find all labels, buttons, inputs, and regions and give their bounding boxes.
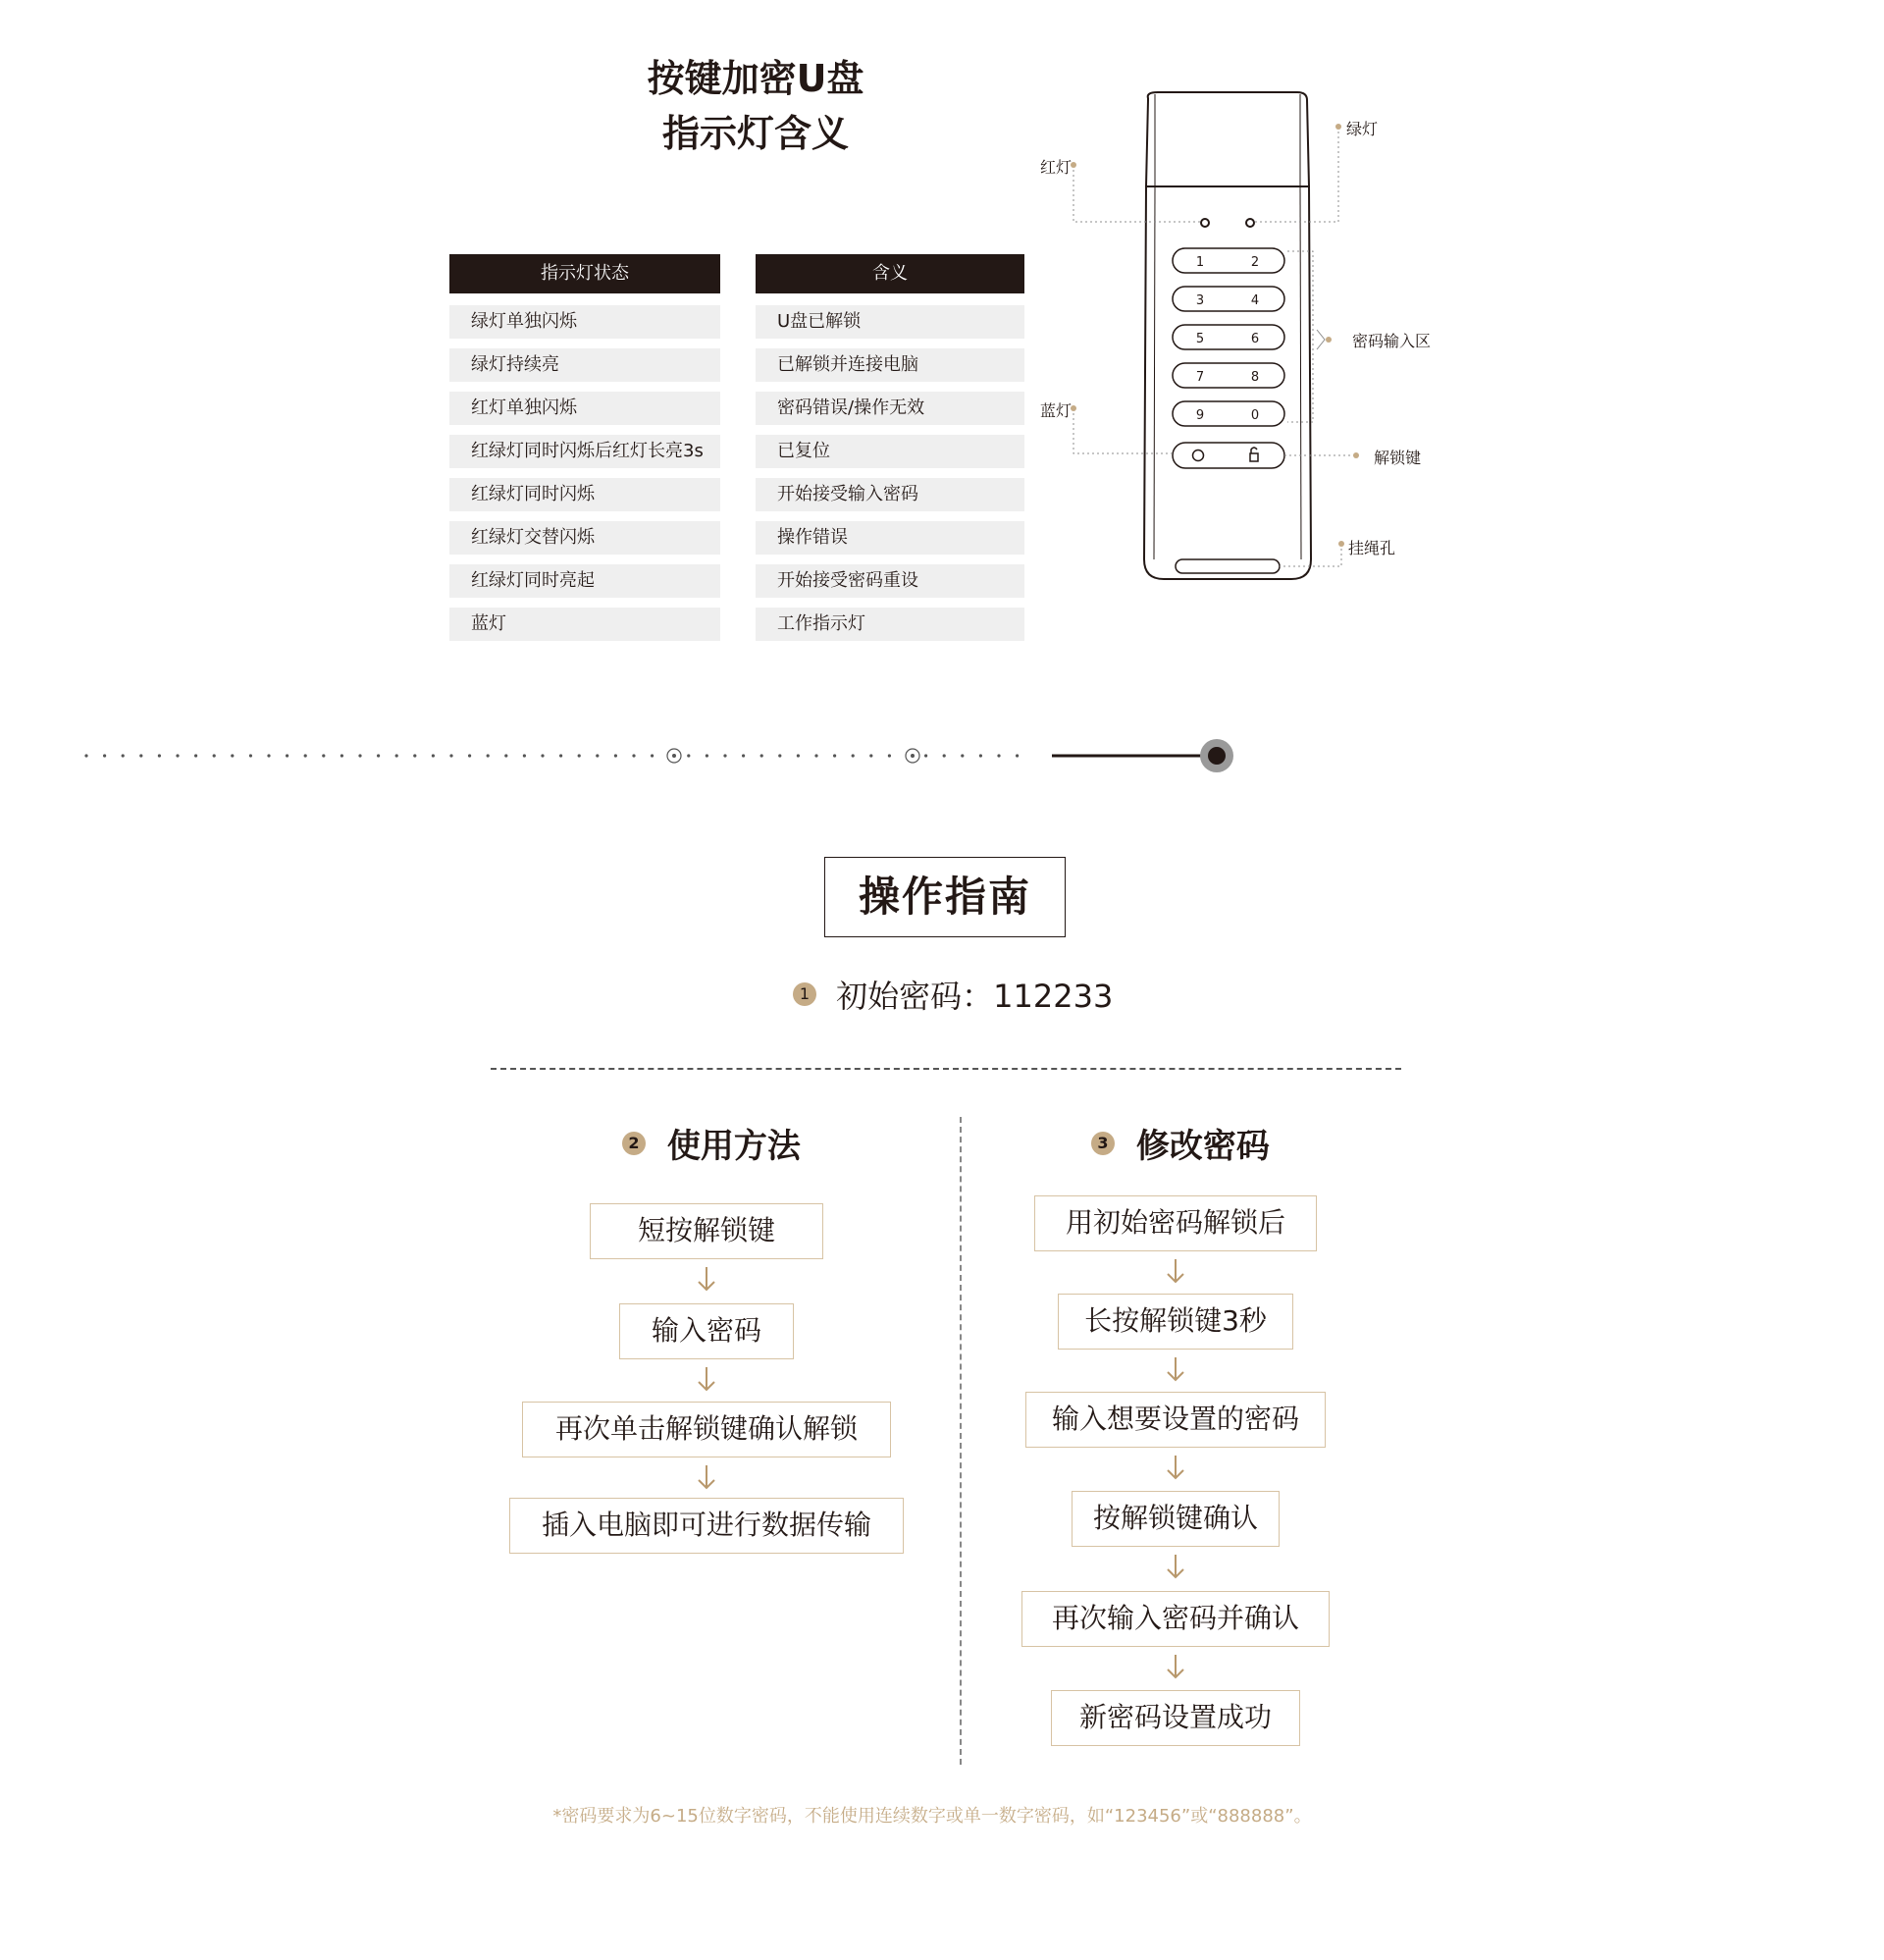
arrow-down-icon — [1164, 1453, 1187, 1482]
keypad-digit: 3 — [1195, 293, 1205, 308]
table-header-meaning: 含义 — [756, 254, 1024, 293]
label-green-light: 绿灯 — [1346, 120, 1379, 138]
flow-step: 输入想要设置的密码 — [1025, 1392, 1326, 1448]
keypad-key — [1173, 287, 1284, 311]
keypad-key — [1173, 248, 1284, 273]
keypad-key — [1173, 401, 1284, 426]
keypad-digit: 6 — [1250, 332, 1260, 346]
table-cell-state: 红绿灯交替闪烁 — [449, 521, 720, 555]
arrow-down-icon — [1164, 1552, 1187, 1581]
arrow-down-icon — [695, 1264, 718, 1294]
step-number-1: 1 — [793, 982, 816, 1006]
page-title-line2: 指示灯含义 — [661, 112, 849, 155]
table-cell-state: 红绿灯同时亮起 — [449, 564, 720, 598]
password-note: *密码要求为6~15位数字密码，不能使用连续数字或单一数字密码，如“123456”或“888888”。 — [552, 1806, 1312, 1827]
keypad-digit: 1 — [1195, 255, 1205, 270]
guide-title: 操作指南 — [824, 857, 1066, 937]
device-body — [1144, 186, 1311, 579]
change-heading — [1091, 1119, 1270, 1167]
step-number-2: 2 — [622, 1132, 646, 1155]
keypad-digit: 4 — [1250, 293, 1260, 308]
table-cell-meaning: 操作错误 — [756, 521, 1024, 555]
arrow-down-icon — [1164, 1652, 1187, 1681]
table-cell-state: 绿灯持续亮 — [449, 348, 720, 382]
table-cell-state: 蓝灯 — [449, 608, 720, 641]
flow-step: 新密码设置成功 — [1051, 1690, 1300, 1746]
step-number-3: 3 — [1091, 1132, 1115, 1155]
arrow-down-icon — [695, 1364, 718, 1394]
flow-step: 用初始密码解锁后 — [1034, 1195, 1317, 1251]
table-cell-state: 绿灯单独闪烁 — [449, 305, 720, 339]
progress-timeline — [78, 736, 1246, 775]
unlock-lock-icon — [1250, 453, 1258, 461]
keypad-digit: 7 — [1195, 370, 1205, 385]
flow-step: 短按解锁键 — [590, 1203, 823, 1259]
table-cell-meaning: 已解锁并连接电脑 — [756, 348, 1024, 382]
keypad-digit: 2 — [1250, 255, 1260, 270]
unlock-key — [1173, 443, 1284, 468]
table-cell-state: 红灯单独闪烁 — [449, 392, 720, 425]
divider-vertical — [960, 1117, 962, 1765]
keypad-digit: 8 — [1250, 370, 1260, 385]
table-cell-meaning: 已复位 — [756, 435, 1024, 468]
divider-horizontal — [491, 1068, 1401, 1070]
arrow-down-icon — [695, 1462, 718, 1492]
label-lanyard-hole: 挂绳孔 — [1348, 539, 1396, 557]
arrow-down-icon — [1164, 1354, 1187, 1384]
flow-step: 插入电脑即可进行数据传输 — [509, 1498, 904, 1554]
initial-password — [793, 972, 1113, 1017]
keypad-digit: 0 — [1250, 408, 1260, 423]
table-cell-meaning: 开始接受输入密码 — [756, 478, 1024, 511]
change-title: 修改密码 — [1135, 1127, 1270, 1166]
table-cell-state: 红绿灯同时闪烁后红灯长亮3s — [449, 435, 720, 468]
label-blue-light: 蓝灯 — [1040, 401, 1073, 420]
usage-heading — [622, 1119, 801, 1167]
lanyard-hole — [1176, 559, 1280, 573]
keypad-key — [1173, 363, 1284, 388]
usage-title: 使用方法 — [666, 1127, 801, 1166]
unlock-circle-icon — [1193, 450, 1204, 461]
flow-step: 再次输入密码并确认 — [1021, 1591, 1330, 1647]
table-cell-meaning: 工作指示灯 — [756, 608, 1024, 641]
flow-step: 再次单击解锁键确认解锁 — [522, 1402, 891, 1457]
table-header-state: 指示灯状态 — [449, 254, 720, 293]
initial-password-text: 初始密码：112233 — [836, 978, 1114, 1015]
label-keypad: 密码输入区 — [1352, 332, 1432, 350]
table-cell-meaning: U盘已解锁 — [756, 305, 1024, 339]
keypad-digit: 9 — [1195, 408, 1205, 423]
arrow-down-icon — [1164, 1256, 1187, 1286]
keypad-key — [1173, 325, 1284, 349]
label-red-light: 红灯 — [1040, 158, 1073, 177]
table-cell-state: 红绿灯同时闪烁 — [449, 478, 720, 511]
label-unlock-key: 解锁键 — [1374, 449, 1422, 467]
keypad-digit: 5 — [1195, 332, 1205, 346]
flow-step: 长按解锁键3秒 — [1058, 1294, 1293, 1350]
red-led — [1201, 219, 1209, 227]
page-title-line1: 按键加密U盘 — [647, 57, 864, 100]
flow-step: 按解锁键确认 — [1072, 1491, 1280, 1547]
table-cell-meaning: 开始接受密码重设 — [756, 564, 1024, 598]
flow-step: 输入密码 — [619, 1303, 794, 1359]
device-cap — [1146, 92, 1309, 186]
green-led — [1246, 219, 1254, 227]
table-cell-meaning: 密码错误/操作无效 — [756, 392, 1024, 425]
